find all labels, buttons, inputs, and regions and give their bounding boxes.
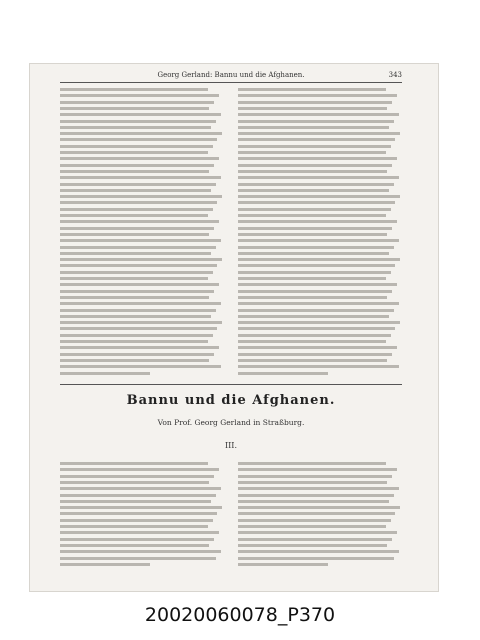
- text-line: [238, 277, 386, 280]
- text-line: [60, 506, 222, 509]
- text-line: [238, 132, 400, 135]
- text-line: [60, 309, 216, 312]
- text-line: [238, 365, 399, 368]
- text-line: [60, 315, 211, 318]
- text-line: [60, 157, 219, 160]
- text-line: [238, 531, 397, 534]
- text-line: [60, 271, 213, 274]
- text-line: [238, 107, 387, 110]
- text-line: [238, 170, 387, 173]
- archive-id-caption: 20020060078_P370: [144, 604, 336, 626]
- text-line: [60, 94, 219, 97]
- text-line: [238, 315, 389, 318]
- text-line: [60, 88, 208, 91]
- text-line: [60, 176, 221, 179]
- text-line: [60, 531, 219, 534]
- text-line: [238, 538, 392, 541]
- text-line: [60, 334, 213, 337]
- text-line: [238, 346, 397, 349]
- text-line: [238, 164, 392, 167]
- text-line: [60, 220, 219, 223]
- section-rule: [60, 384, 402, 385]
- text-line: [60, 538, 214, 541]
- text-line: [238, 88, 386, 91]
- text-line: [238, 283, 397, 286]
- text-line: [60, 138, 217, 141]
- article-title: Bannu und die Afghanen.: [126, 393, 336, 408]
- text-line: [60, 544, 209, 547]
- text-line: [60, 346, 219, 349]
- text-line: [238, 157, 397, 160]
- text-line: [238, 138, 395, 141]
- article-author: Von Prof. Georg Gerland in Straßburg.: [157, 418, 305, 427]
- text-line: [238, 201, 395, 204]
- text-line: [60, 120, 216, 123]
- text-line: [238, 145, 391, 148]
- header-rule: [60, 82, 402, 83]
- text-line: [60, 201, 217, 204]
- page-number: 343: [388, 71, 402, 79]
- text-line: [60, 151, 208, 154]
- text-line: [238, 296, 387, 299]
- text-line: [60, 239, 221, 242]
- text-line: [238, 271, 391, 274]
- text-line: [60, 246, 216, 249]
- text-line: [238, 519, 391, 522]
- text-line: [238, 94, 397, 97]
- text-line: [238, 462, 386, 465]
- text-line: [60, 283, 219, 286]
- text-line: [60, 214, 208, 217]
- text-line: [238, 189, 389, 192]
- text-line: [60, 264, 217, 267]
- text-line: [60, 233, 209, 236]
- text-line: [60, 321, 222, 324]
- text-line: [60, 468, 219, 471]
- text-line: [60, 475, 214, 478]
- text-line: [60, 359, 209, 362]
- text-column-top-right: [238, 88, 402, 380]
- text-line: [60, 340, 208, 343]
- text-line: [238, 208, 391, 211]
- text-line: [60, 365, 221, 368]
- text-line: [238, 359, 387, 362]
- text-line: [60, 353, 214, 356]
- text-line: [60, 302, 221, 305]
- text-line: [238, 340, 386, 343]
- text-line: [238, 258, 400, 261]
- text-line: [60, 500, 211, 503]
- text-line: [238, 220, 397, 223]
- text-line: [60, 258, 222, 261]
- text-line: [60, 170, 209, 173]
- text-column-bottom-right: [238, 462, 402, 572]
- running-head-title: Georg Gerland: Bannu und die Afghanen.: [157, 71, 305, 79]
- text-line: [238, 233, 387, 236]
- text-line: [238, 481, 387, 484]
- text-line: [238, 494, 394, 497]
- text-line: [60, 101, 214, 104]
- text-line: [238, 512, 395, 515]
- text-line: [60, 563, 150, 566]
- text-line: [60, 557, 216, 560]
- text-line: [60, 487, 221, 490]
- text-line: [238, 544, 387, 547]
- text-line: [238, 214, 386, 217]
- text-line: [238, 372, 328, 375]
- text-line: [238, 176, 399, 179]
- text-line: [238, 500, 389, 503]
- running-head: [60, 71, 402, 79]
- text-line: [238, 506, 400, 509]
- text-line: [238, 557, 394, 560]
- text-line: [238, 239, 399, 242]
- text-line: [238, 487, 399, 490]
- text-line: [60, 519, 213, 522]
- text-line: [60, 525, 208, 528]
- text-line: [60, 372, 150, 375]
- text-line: [238, 195, 400, 198]
- text-line: [238, 290, 392, 293]
- text-line: [238, 101, 392, 104]
- text-line: [60, 327, 217, 330]
- text-column-bottom-left: [60, 462, 224, 572]
- text-line: [60, 113, 221, 116]
- text-line: [238, 334, 391, 337]
- text-line: [238, 151, 386, 154]
- text-line: [60, 208, 213, 211]
- text-line: [238, 353, 392, 356]
- text-line: [238, 227, 392, 230]
- text-line: [60, 107, 209, 110]
- text-line: [60, 189, 211, 192]
- text-line: [60, 494, 216, 497]
- text-line: [60, 512, 217, 515]
- text-line: [238, 327, 395, 330]
- text-line: [60, 550, 221, 553]
- text-line: [238, 113, 399, 116]
- text-line: [238, 302, 399, 305]
- text-line: [238, 321, 400, 324]
- text-column-top-left: [60, 88, 224, 380]
- text-line: [60, 126, 211, 129]
- text-line: [60, 290, 214, 293]
- text-line: [60, 145, 213, 148]
- text-line: [238, 550, 399, 553]
- text-line: [60, 132, 222, 135]
- section-number: III.: [224, 441, 238, 450]
- text-line: [60, 252, 211, 255]
- text-line: [60, 481, 209, 484]
- text-line: [238, 126, 389, 129]
- text-line: [60, 195, 222, 198]
- text-line: [60, 164, 214, 167]
- text-line: [238, 252, 389, 255]
- text-line: [238, 264, 395, 267]
- text-line: [60, 227, 214, 230]
- text-line: [60, 462, 208, 465]
- text-line: [60, 277, 208, 280]
- text-line: [238, 475, 392, 478]
- text-line: [238, 525, 386, 528]
- text-line: [238, 563, 328, 566]
- text-line: [238, 468, 397, 471]
- text-line: [238, 246, 394, 249]
- text-line: [238, 309, 394, 312]
- text-line: [60, 296, 209, 299]
- text-line: [238, 120, 394, 123]
- text-line: [60, 183, 216, 186]
- text-line: [238, 183, 394, 186]
